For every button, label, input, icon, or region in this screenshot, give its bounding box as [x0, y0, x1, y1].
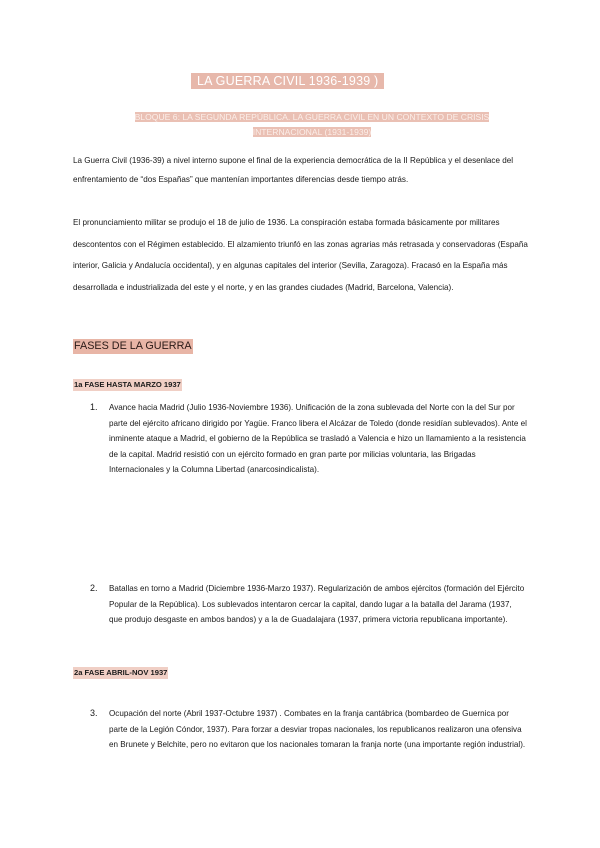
list-item-text — [109, 400, 527, 478]
document-subtitle — [112, 110, 512, 140]
list-number: 3. — [90, 708, 98, 718]
intro-paragraph: La Guerra Civil (1936-39) a nivel interno supone el final de la experiencia democrática de la II República y el desenlace del enfrentamiento de “dos Españas” que mantenían importantes diferencias desde tiempo atrás. — [73, 156, 514, 185]
list-item-text — [109, 706, 527, 753]
document-title: LA GUERRA CIVIL 1936-1939 ) — [191, 73, 384, 89]
list-item-text — [109, 581, 527, 628]
list-item-body: Unificación de la zona sublevada del Norte con la del Sur por parte del ejército africano dirigido por Yagüe. Franco libera el Alcázar de Toledo (donde residían sublevados). Ante el inminente ataque a Madrid, el gobierno de la República se trasladó a Valencia e hizo un llamamiento a la resistencia de la capital. Madrid resistió con un ejército formado en gran parte por milicias voluntaria, las Brigadas Internacionales y la Columna Libertad (anarcosindicalista). — [109, 403, 527, 474]
list-number: 1. — [90, 402, 98, 412]
uprising-paragraph: El pronunciamiento militar se produjo el 18 de julio de 1936. La conspiración estaba formada básicamente por militares descontentos con el Régimen establecido. El alzamiento triunfó en las zonas agrarias más retrasada y conservadoras (España interior, Galicia y Andalucía occidental), y en algunas capitales del interior (Sevilla, Zaragoza). Fracasó en la España más desarrollada e industrializada del este y el norte, y en las grandes ciudades (Madrid, Barcelona, Valencia). — [73, 218, 528, 292]
phase-1-heading: 1a FASE HASTA MARZO 1937 — [74, 380, 181, 389]
list-item-body: Regularización de ambos ejércitos (formación del Ejército Popular de la República). Los sublevados intentaron cercar la capital, dando lugar a la batalla del Jarama (1937, que produjo desgaste en ambos bandos) y a la de Guadalajara (1937, primera victoria republicana importante). — [109, 584, 525, 624]
list-item-head: Batallas en torno a Madrid (Diciembre 1936-Marzo 1937). — [109, 584, 318, 593]
section-heading-fases: FASES DE LA GUERRA — [74, 340, 192, 352]
list-number: 2. — [90, 583, 98, 593]
list-item-head: Avance hacia Madrid (Julio 1936-Noviembre 1936). — [109, 403, 296, 412]
subtitle-text: BLOQUE 6: LA SEGUNDA REPÚBLICA. LA GUERRA CIVIL EN UN CONTEXTO DE CRISIS INTERNACIONAL (1931-1939) — [134, 112, 490, 137]
list-item-head: Ocupación del norte (Abril 1937-Octubre 1937) . — [109, 709, 285, 718]
list-item-body: Combates en la franja cantábrica (bombardeo de Guernica por parte de la Legión Cóndor, 1937). Para forzar a desviar tropas nacionales, los republicanos realizaron una ofensiva en Brunete y Belchite, pero no evitaron que los nacionales tomaran la franja norte (una importante región industrial). — [109, 709, 526, 749]
phase-2-heading: 2a FASE ABRIL-NOV 1937 — [74, 668, 168, 677]
